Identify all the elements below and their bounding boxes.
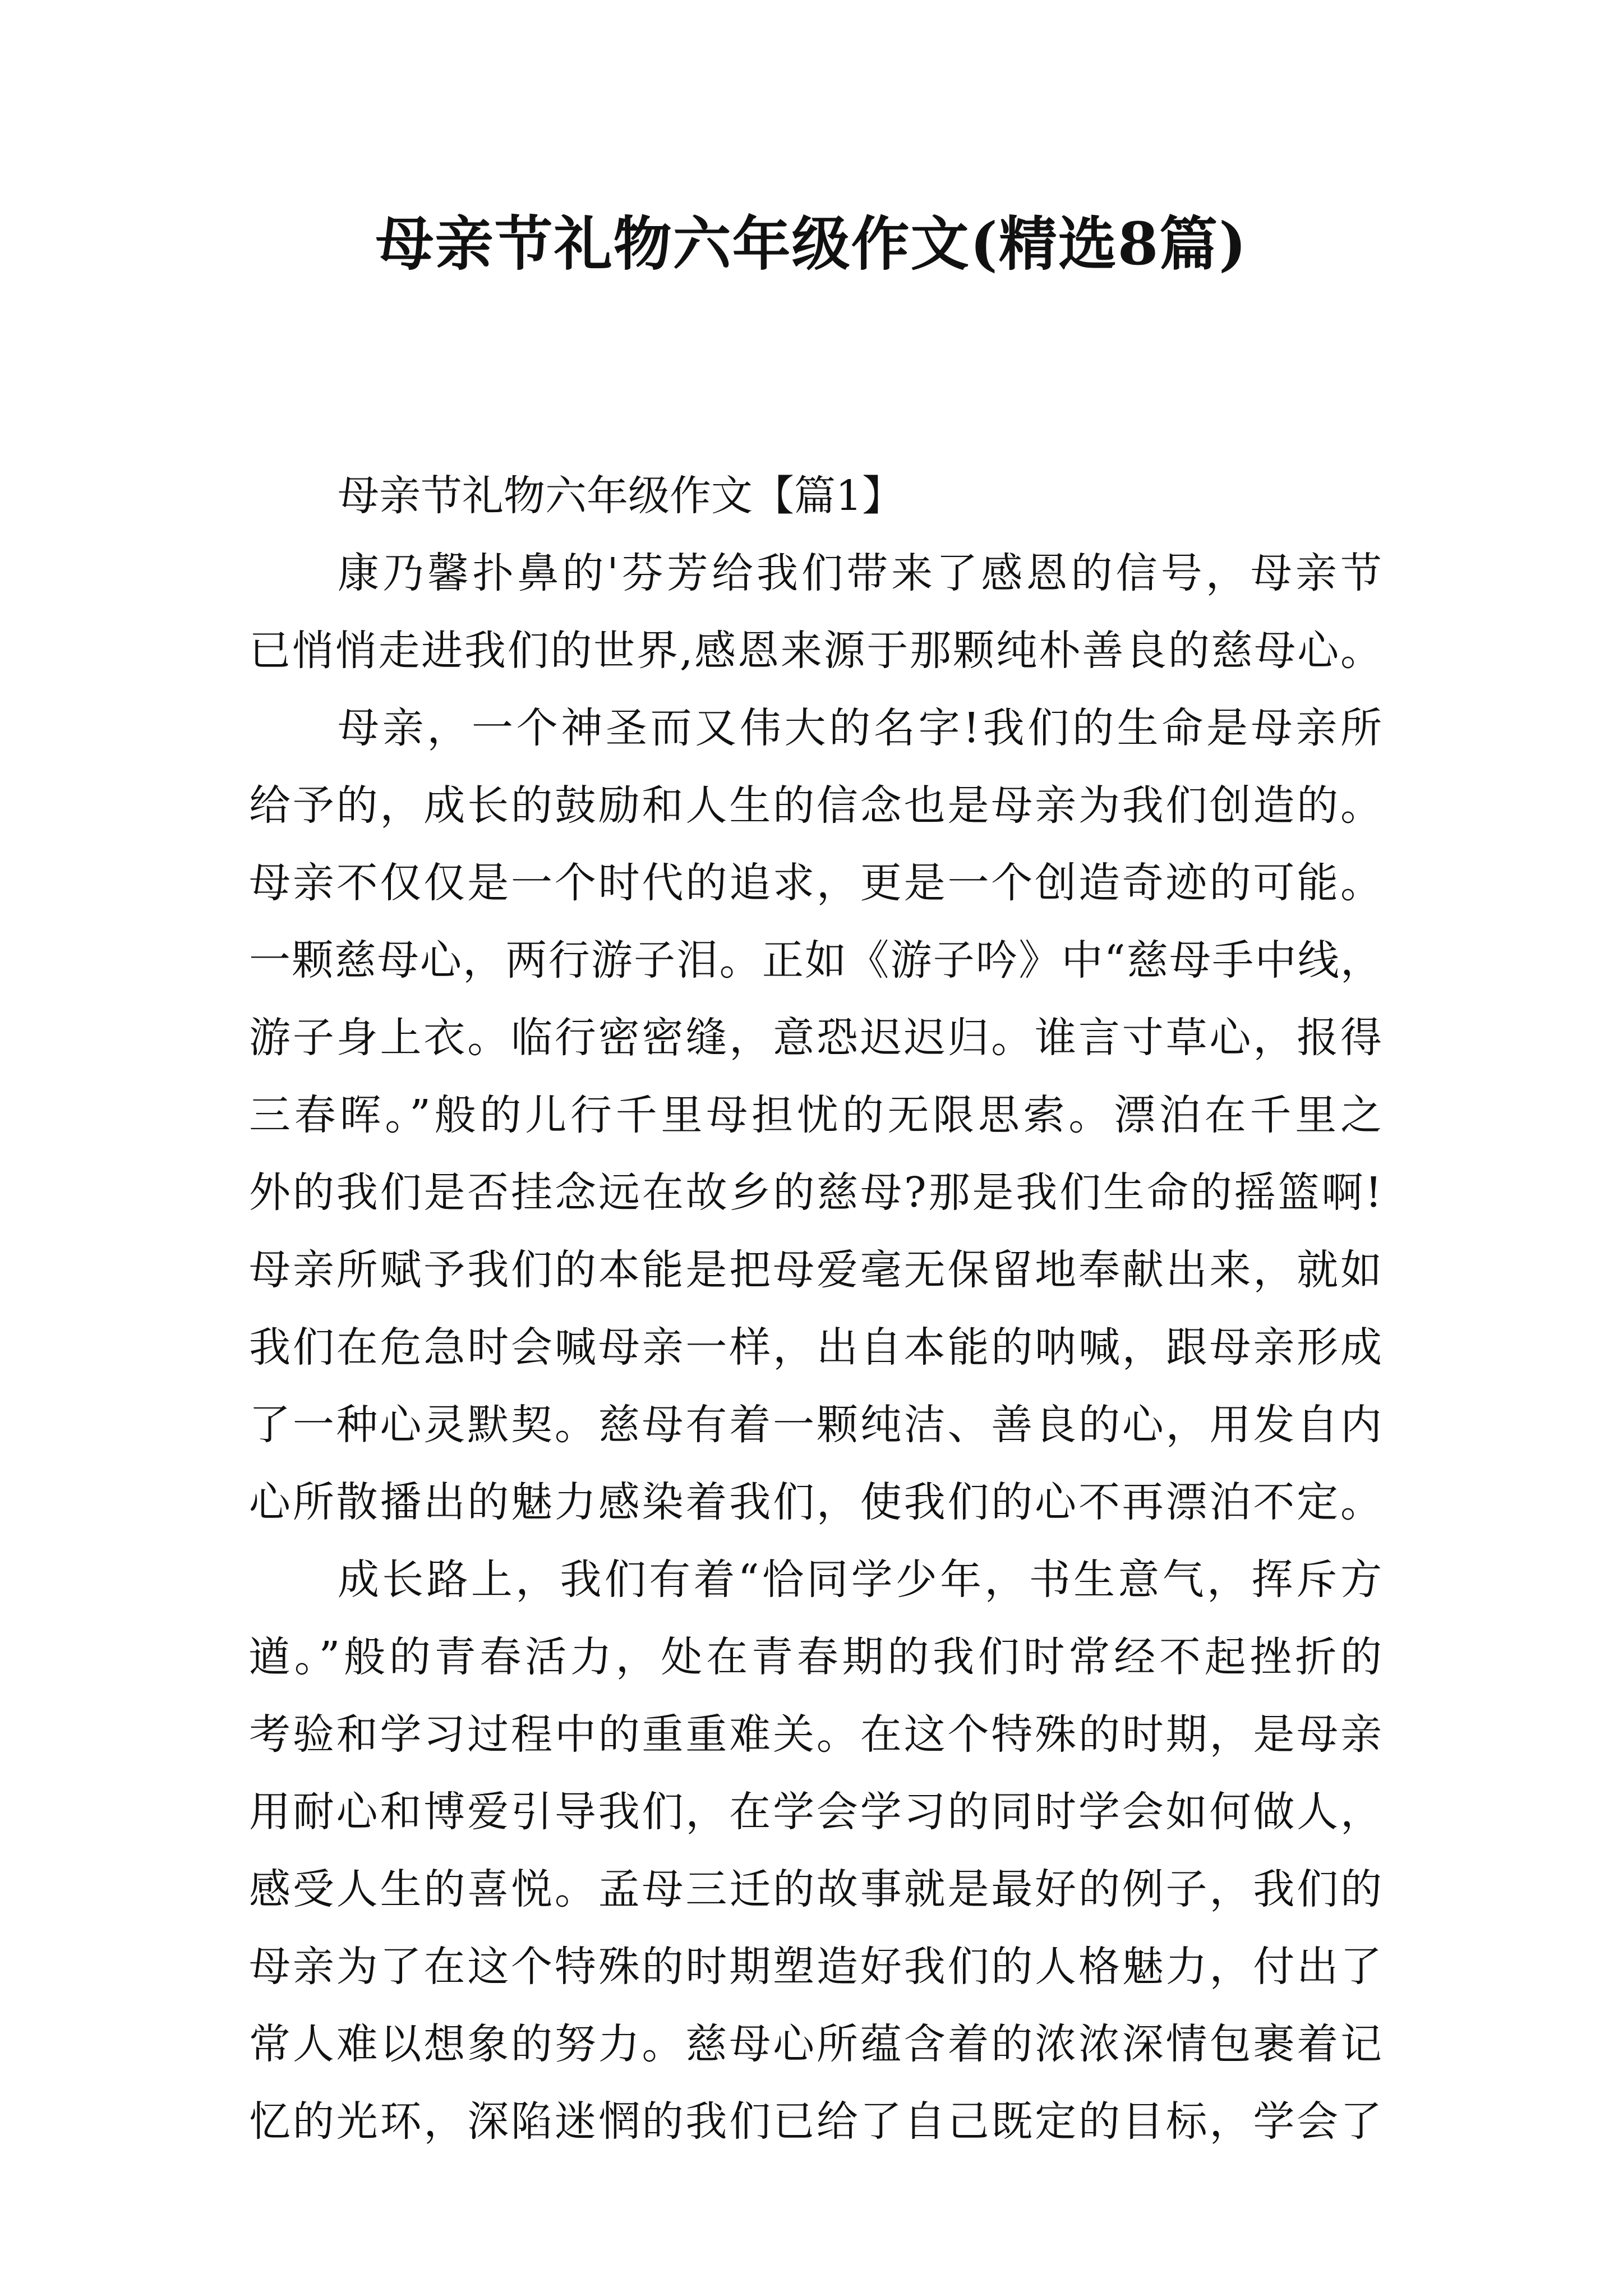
document-body [249, 457, 1382, 2160]
paragraph-line: 给予的，成长的鼓励和人生的信念也是母亲为我们创造的。 [249, 781, 1382, 830]
paragraph-line: 外的我们是否挂念远在故乡的慈母?那是我们生命的摇篮啊! [249, 1168, 1382, 1217]
section-heading: 母亲节礼物六年级作文【篇1】 [338, 472, 904, 520]
paragraph-line: 三春晖。”般的儿行千里母担忧的无限思索。漂泊在千里之 [249, 1091, 1382, 1139]
paragraph-line: 用耐心和博爱引导我们，在学会学习的同时学会如何做人， [249, 1788, 1382, 1836]
paragraph-line: 我们在危急时会喊母亲一样，出自本能的呐喊，跟母亲形成 [249, 1323, 1382, 1372]
paragraph-line: 感受人生的喜悦。孟母三迁的故事就是最好的例子，我们的 [249, 1865, 1382, 1913]
paragraph-line: 成长路上，我们有着“恰同学少年，书生意气，挥斥方 [338, 1556, 1382, 1604]
paragraph-line: 康乃馨扑鼻的'芬芳给我们带来了感恩的信号，母亲节 [338, 549, 1382, 597]
paragraph-line: 常人难以想象的努力。慈母心所蕴含着的浓浓深情包裹着记 [249, 2020, 1382, 2068]
paragraph-line: 遒。”般的青春活力，处在青春期的我们时常经不起挫折的 [249, 1633, 1382, 1681]
paragraph-line: 母亲，一个神圣而又伟大的名字!我们的生命是母亲所 [338, 704, 1382, 752]
paragraph-line: 心所散播出的魅力感染着我们，使我们的心不再漂泊不定。 [249, 1478, 1382, 1526]
paragraph-line: 母亲不仅仅是一个时代的追求，更是一个创造奇迹的可能。 [249, 859, 1382, 907]
paragraph-line: 考验和学习过程中的重重难关。在这个特殊的时期，是母亲 [249, 1710, 1382, 1759]
paragraph-line: 母亲为了在这个特殊的时期塑造好我们的人格魅力，付出了 [249, 1943, 1382, 1991]
paragraph-line: 已悄悄走进我们的世界,感恩来源于那颗纯朴善良的慈母心。 [249, 627, 1382, 675]
paragraph-line: 了一种心灵默契。慈母有着一颗纯洁、善良的心，用发自内 [249, 1401, 1382, 1449]
paragraph-line: 游子身上衣。临行密密缝，意恐迟迟归。谁言寸草心，报得 [249, 1014, 1382, 1062]
paragraph-line: 母亲所赋予我们的本能是把母爱毫无保留地奉献出来，就如 [249, 1246, 1382, 1294]
paragraph-line: 忆的光环，深陷迷惘的我们已给了自己既定的目标，学会了 [249, 2097, 1382, 2146]
document-title: 母亲节礼物六年级作文(精选8篇) [375, 209, 1248, 278]
paragraph-line: 一颗慈母心，两行游子泪。正如《游子吟》中“慈母手中线， [249, 936, 1382, 984]
